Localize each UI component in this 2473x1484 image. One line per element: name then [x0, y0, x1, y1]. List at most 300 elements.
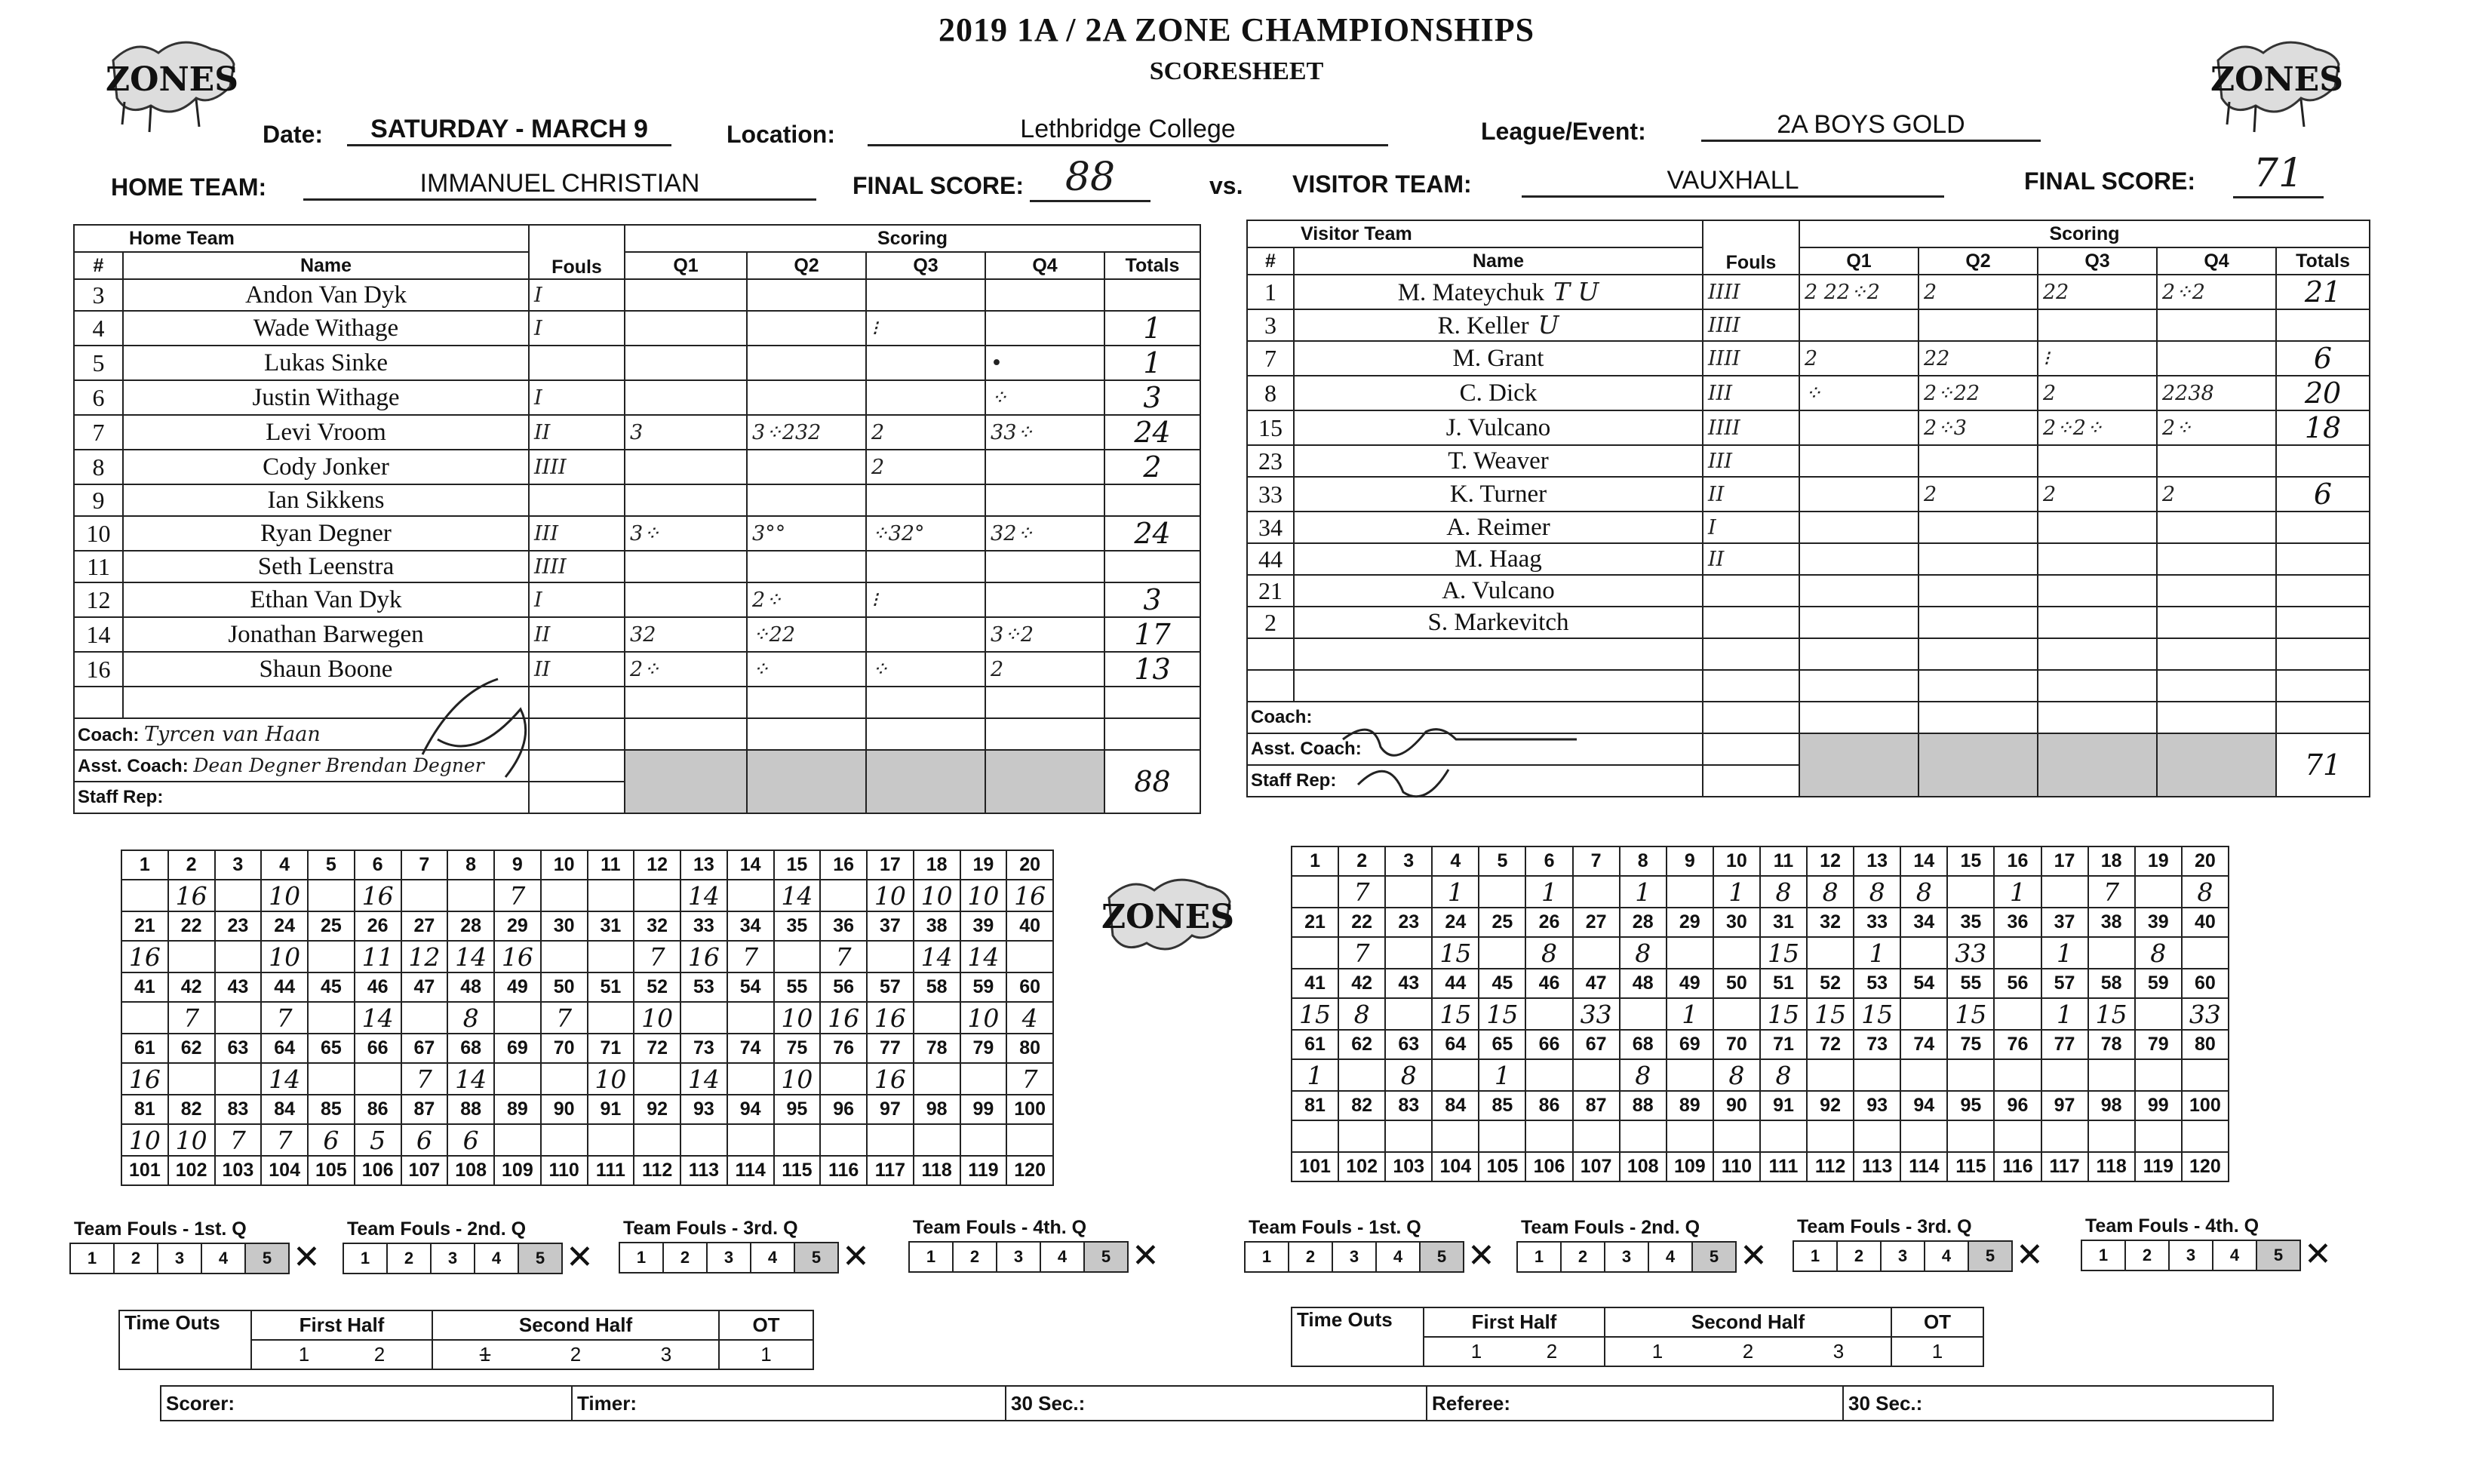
home-player-row [74, 551, 1200, 582]
foul-box: 2 [1562, 1243, 1605, 1271]
scorer-number-row [1292, 876, 2229, 908]
point-number: 35 [774, 911, 821, 941]
visitor-team-fouls-boxes [1516, 1241, 1737, 1273]
scorer-number-cell: 1 [1667, 998, 1713, 1030]
player-number: 8 [74, 450, 123, 484]
home-player-row [74, 415, 1200, 450]
scorer-number-cell [1854, 1120, 1900, 1152]
scorer-number-cell [215, 880, 262, 911]
point-number: 94 [727, 1095, 774, 1124]
scorer-number-cell [1760, 1120, 1807, 1152]
scorer-number-cell [867, 1124, 914, 1156]
sheet-subtitle: SCORESHEET [1149, 57, 1324, 85]
scorer-number-cell [541, 1124, 588, 1156]
player-q4: 2⁘ [2157, 410, 2276, 445]
player-number: 1 [1247, 275, 1294, 309]
scorer-number-cell [774, 1124, 821, 1156]
player-q1: ⁘ [1799, 376, 1918, 410]
point-number: 90 [1713, 1091, 1760, 1120]
player-fouls [1703, 575, 1799, 607]
point-number: 55 [774, 972, 821, 1002]
player-q4: 33⁘ [985, 415, 1104, 450]
player-q1 [1799, 410, 1918, 445]
scorer-number-cell [1667, 1120, 1713, 1152]
player-q3 [2038, 543, 2157, 575]
home-staff-row: Staff Rep: [74, 782, 529, 813]
point-number: 44 [1432, 969, 1479, 998]
player-total [2276, 445, 2370, 477]
foul-box: 1 [71, 1244, 115, 1273]
q4-header: Q4 [985, 252, 1104, 279]
scorer-number-cell [1338, 1059, 1385, 1091]
point-number: 76 [1994, 1030, 2041, 1059]
visitor-team-fouls-label: Team Fouls - 2nd. Q [1521, 1217, 1700, 1238]
player-q4: 2 [985, 652, 1104, 687]
scorer-number-cell: 15 [1432, 998, 1479, 1030]
home-team-fouls-boxes [619, 1242, 839, 1274]
foul-box: 5 [1969, 1242, 2011, 1270]
player-number: 10 [74, 516, 123, 551]
scorer-number-row [121, 941, 1053, 972]
point-number-row [121, 911, 1053, 941]
point-number: 90 [541, 1095, 588, 1124]
player-q2 [1918, 309, 2038, 341]
point-number: 91 [588, 1095, 634, 1124]
home-team-fouls-label: Team Fouls - 4th. Q [913, 1217, 1087, 1238]
number-header: # [74, 252, 123, 279]
scorer-number-cell: 6 [447, 1124, 494, 1156]
player-name [1294, 638, 1703, 670]
player-q4 [2157, 543, 2276, 575]
point-number: 10 [541, 850, 588, 880]
player-total [1104, 279, 1200, 311]
scorer-number-cell: 7 [2088, 876, 2135, 908]
player-number: 34 [1247, 512, 1294, 543]
player-name [1294, 670, 1703, 702]
player-q1 [1799, 670, 1918, 702]
point-number: 42 [1338, 969, 1385, 998]
point-number: 9 [1667, 846, 1713, 876]
point-number: 73 [1854, 1030, 1900, 1059]
foul-box: 3 [1333, 1243, 1377, 1271]
player-q2: 2 [1918, 477, 2038, 512]
scorer-number-cell [1947, 1120, 1994, 1152]
scorer-number-cell [2182, 937, 2229, 969]
home-player-row [74, 311, 1200, 346]
point-number: 28 [447, 911, 494, 941]
foul-box: 4 [1377, 1243, 1421, 1271]
player-q4 [985, 450, 1104, 484]
point-number: 43 [215, 972, 262, 1002]
point-number-row [1292, 969, 2229, 998]
scorer-number-cell [1385, 998, 1432, 1030]
asst-coach-label: Asst. Coach: [78, 756, 189, 776]
point-number: 58 [2088, 969, 2135, 998]
scorer-number-cell [168, 1063, 215, 1095]
scorer-number-cell: 6 [308, 1124, 355, 1156]
player-name: C. Dick [1294, 376, 1703, 410]
player-fouls [1703, 670, 1799, 702]
player-name: T. Weaver [1294, 445, 1703, 477]
point-number: 37 [2041, 908, 2088, 937]
scorer-number-cell [308, 1063, 355, 1095]
point-number: 71 [588, 1034, 634, 1063]
point-number: 21 [121, 911, 168, 941]
point-number: 60 [2182, 969, 2229, 998]
point-number: 103 [1385, 1152, 1432, 1181]
point-number: 5 [308, 850, 355, 880]
point-number: 38 [2088, 908, 2135, 937]
scorer-number-cell [2088, 1059, 2135, 1091]
player-q1 [1799, 477, 1918, 512]
home-team-fouls-label: Team Fouls - 1st. Q [74, 1218, 247, 1240]
point-number: 83 [1385, 1091, 1432, 1120]
player-name: Ian Sikkens [123, 484, 529, 516]
scorer-number-cell [2041, 1120, 2088, 1152]
player-fouls: I [529, 279, 625, 311]
home-player-row [74, 484, 1200, 516]
player-q2 [747, 484, 866, 516]
point-number: 3 [1385, 846, 1432, 876]
scorer-number-cell: 7 [634, 941, 680, 972]
point-number: 48 [1620, 969, 1667, 998]
scorer-number-cell [1573, 1120, 1620, 1152]
point-number: 118 [2088, 1152, 2135, 1181]
player-total: 3 [1104, 380, 1200, 415]
player-q2: 22 [1918, 341, 2038, 376]
point-number: 89 [1667, 1091, 1713, 1120]
player-q1: 3⁘ [625, 516, 747, 551]
point-number: 36 [1994, 908, 2041, 937]
player-q4: 32⁘ [985, 516, 1104, 551]
home-team-fouls-label: Team Fouls - 2nd. Q [347, 1218, 527, 1240]
player-q1 [1799, 445, 1918, 477]
point-number: 96 [1994, 1091, 2041, 1120]
player-fouls: IIII [1703, 410, 1799, 445]
player-total: 1 [1104, 311, 1200, 346]
point-number: 86 [355, 1095, 401, 1124]
player-q3: ⁘ [866, 652, 985, 687]
league-label: League/Event: [1481, 118, 1646, 145]
point-number: 112 [634, 1156, 680, 1185]
player-q4 [2157, 341, 2276, 376]
scorer-number-cell: 1 [1994, 876, 2041, 908]
visitor-player-row [1247, 607, 2370, 638]
scorer-number-cell [588, 941, 634, 972]
player-fouls: II [529, 617, 625, 652]
point-number: 25 [1479, 908, 1525, 937]
point-number: 42 [168, 972, 215, 1002]
point-number: 32 [1807, 908, 1854, 937]
point-number: 80 [1006, 1034, 1053, 1063]
player-fouls: IIII [529, 450, 625, 484]
foul-box: 3 [2170, 1241, 2213, 1270]
point-number: 81 [1292, 1091, 1338, 1120]
player-q3: ⁝ [2038, 341, 2157, 376]
point-number: 115 [1947, 1152, 1994, 1181]
point-number: 75 [774, 1034, 821, 1063]
location-value: Lethbridge College [868, 115, 1388, 146]
home-final-score: 88 [1030, 155, 1150, 202]
home-player-row [74, 279, 1200, 311]
scorer-number-cell [960, 1124, 1007, 1156]
scorer-number-cell [1713, 998, 1760, 1030]
scorer-number-cell: 15 [1479, 998, 1525, 1030]
scorer-number-cell: 8 [1385, 1059, 1432, 1091]
point-number: 56 [1994, 969, 2041, 998]
point-number: 50 [541, 972, 588, 1002]
scorer-number-cell [820, 1124, 867, 1156]
foul-box: 5 [795, 1243, 837, 1272]
timeouts-label: Time Outs [119, 1310, 251, 1369]
point-number: 52 [1807, 969, 1854, 998]
scorer-number-cell [1006, 1124, 1053, 1156]
scorer-number-cell: 7 [168, 1002, 215, 1034]
visitor-second-half-timeouts: 1 2 3 [1605, 1337, 1891, 1366]
player-q2 [1918, 543, 2038, 575]
player-name: M. Grant [1294, 341, 1703, 376]
player-q3 [2038, 638, 2157, 670]
point-number: 11 [588, 850, 634, 880]
point-number: 112 [1807, 1152, 1854, 1181]
scorer-number-cell: 14 [960, 941, 1007, 972]
scorer-number-row [121, 1063, 1053, 1095]
point-number: 87 [1573, 1091, 1620, 1120]
player-q4 [2157, 638, 2276, 670]
scorer-number-cell [1807, 1059, 1854, 1091]
point-number: 120 [2182, 1152, 2229, 1181]
ot-header: OT [1891, 1307, 1983, 1337]
point-number: 94 [1900, 1091, 1947, 1120]
cross-icon: ✕ [842, 1237, 870, 1276]
q1-header: Q1 [625, 252, 747, 279]
player-fouls: II [529, 415, 625, 450]
visitor-player-row [1247, 543, 2370, 575]
scorer-number-cell [914, 1002, 960, 1034]
point-number: 113 [680, 1156, 727, 1185]
point-number: 106 [355, 1156, 401, 1185]
player-number: 4 [74, 311, 123, 346]
player-note: T U [1553, 277, 1599, 306]
scorer-number-cell: 8 [1760, 1059, 1807, 1091]
player-q3 [866, 346, 985, 380]
foul-box: 1 [344, 1244, 388, 1273]
scorer-number-cell [121, 880, 168, 911]
second-half-header: Second Half [1605, 1307, 1891, 1337]
player-q4: 2 [2157, 477, 2276, 512]
date-label: Date: [263, 121, 324, 148]
point-number: 5 [1479, 846, 1525, 876]
scorer-number-cell [1620, 1120, 1667, 1152]
scorer-number-cell [401, 1002, 448, 1034]
home-second-half-timeouts: 1 2 3 [432, 1340, 719, 1369]
player-q2 [747, 551, 866, 582]
scorer-number-cell: 10 [960, 1002, 1007, 1034]
point-number: 71 [1760, 1030, 1807, 1059]
scorer-number-cell: 1 [2041, 937, 2088, 969]
scorer-number-cell [1900, 937, 1947, 969]
player-fouls: I [529, 380, 625, 415]
foul-box: 1 [1246, 1243, 1289, 1271]
point-number: 66 [355, 1034, 401, 1063]
scorer-number-cell [914, 1063, 960, 1095]
scorer-number-cell: 15 [1760, 998, 1807, 1030]
scorer-number-cell: 8 [1760, 876, 1807, 908]
scorer-number-cell: 16 [494, 941, 541, 972]
zones-logo-center [1101, 868, 1233, 973]
player-total: 20 [2276, 376, 2370, 410]
point-number: 22 [168, 911, 215, 941]
scorer-number-cell: 33 [2182, 998, 2229, 1030]
player-q2 [747, 311, 866, 346]
player-q3: 2 [866, 415, 985, 450]
foul-box: 2 [388, 1244, 432, 1273]
scorer-number-cell: 7 [1006, 1063, 1053, 1095]
point-number: 59 [2135, 969, 2182, 998]
player-fouls: IIII [529, 551, 625, 582]
point-number: 62 [1338, 1030, 1385, 1059]
scorer-number-cell [1479, 876, 1525, 908]
point-number: 53 [680, 972, 727, 1002]
player-q2 [1918, 607, 2038, 638]
svg-text:ZONES: ZONES [2210, 60, 2342, 99]
scorer-number-cell [820, 1063, 867, 1095]
point-number: 31 [1760, 908, 1807, 937]
scorer-number-cell: 7 [261, 1124, 308, 1156]
scorer-number-cell [914, 1124, 960, 1156]
player-name-text: R. Keller [1437, 312, 1529, 340]
q2-header: Q2 [1918, 247, 2038, 275]
scorer-number-cell: 16 [168, 880, 215, 911]
player-q4 [985, 687, 1104, 718]
scorer-number-cell: 7 [401, 1063, 448, 1095]
point-number: 86 [1525, 1091, 1572, 1120]
point-number: 55 [1947, 969, 1994, 998]
point-number: 49 [1667, 969, 1713, 998]
point-number: 99 [960, 1095, 1007, 1124]
point-number: 51 [588, 972, 634, 1002]
visitor-player-row [1247, 445, 2370, 477]
player-total: 6 [2276, 341, 2370, 376]
point-number-row [121, 1156, 1053, 1185]
home-player-row [74, 582, 1200, 617]
point-number: 120 [1006, 1156, 1053, 1185]
player-q1 [625, 450, 747, 484]
scorer-number-cell: 7 [1338, 937, 1385, 969]
home-player-row [74, 516, 1200, 551]
scorer-number-cell: 8 [1713, 1059, 1760, 1091]
scorer-number-cell: 8 [1525, 937, 1572, 969]
player-q2 [1918, 670, 2038, 702]
point-number: 47 [1573, 969, 1620, 998]
point-number: 114 [727, 1156, 774, 1185]
scorer-number-cell [308, 880, 355, 911]
player-q4: 2⁘2 [2157, 275, 2276, 309]
scorer-number-cell [2088, 937, 2135, 969]
player-q4 [985, 582, 1104, 617]
point-number: 6 [355, 850, 401, 880]
player-number: 2 [1247, 607, 1294, 638]
cross-icon: ✕ [1740, 1237, 1768, 1275]
scorer-number-cell: 16 [121, 941, 168, 972]
point-number: 79 [2135, 1030, 2182, 1059]
scorer-number-cell [1667, 876, 1713, 908]
scorer-number-cell [308, 941, 355, 972]
cross-icon: ✕ [293, 1238, 321, 1277]
point-number: 1 [1292, 846, 1338, 876]
player-total: 17 [1104, 617, 1200, 652]
player-q2: 2⁘ [747, 582, 866, 617]
svg-text:ZONES: ZONES [1101, 898, 1233, 936]
player-q3: ⁘32° [866, 516, 985, 551]
scorer-number-cell [1479, 937, 1525, 969]
scorer-number-cell [494, 1124, 541, 1156]
home-player-row [74, 450, 1200, 484]
foul-box: 2 [115, 1244, 158, 1273]
scorer-number-row [1292, 1120, 2229, 1152]
player-q2 [1918, 575, 2038, 607]
scorer-number-cell: 10 [588, 1063, 634, 1095]
player-name: Lukas Sinke [123, 346, 529, 380]
visitor-team-fouls-boxes [2081, 1240, 2301, 1271]
foul-box: 3 [1605, 1243, 1649, 1271]
point-number: 29 [1667, 908, 1713, 937]
visitor-team-fouls-label: Team Fouls - 4th. Q [2085, 1215, 2259, 1237]
sheet-title: 2019 1A / 2A ZONE CHAMPIONSHIPS [938, 11, 1535, 48]
player-total: 24 [1104, 516, 1200, 551]
scorer-number-cell: 14 [914, 941, 960, 972]
point-number: 21 [1292, 908, 1338, 937]
point-number: 100 [1006, 1095, 1053, 1124]
q3-header: Q3 [2038, 247, 2157, 275]
scorer-number-cell [820, 880, 867, 911]
point-number: 48 [447, 972, 494, 1002]
scorer-number-cell: 1 [1292, 1059, 1338, 1091]
scorer-number-cell: 14 [447, 941, 494, 972]
player-q2 [747, 346, 866, 380]
player-total: 21 [2276, 275, 2370, 309]
player-total [2276, 543, 2370, 575]
shot-clock-field-2: 30 Sec.: [1843, 1386, 2273, 1421]
point-number: 72 [1807, 1030, 1854, 1059]
player-name: Cody Jonker [123, 450, 529, 484]
foul-box: 4 [1041, 1243, 1085, 1271]
point-number: 70 [541, 1034, 588, 1063]
player-number: 23 [1247, 445, 1294, 477]
player-name: Wade Withage [123, 311, 529, 346]
point-number: 19 [2135, 846, 2182, 876]
player-q3: 2⁘2⁘ [2038, 410, 2157, 445]
point-number: 4 [261, 850, 308, 880]
scorer-number-cell [447, 880, 494, 911]
player-q1 [625, 380, 747, 415]
player-name: Jonathan Barwegen [123, 617, 529, 652]
home-running-score [121, 850, 1054, 1186]
point-number: 47 [401, 972, 448, 1002]
timeouts-label: Time Outs [1292, 1307, 1424, 1366]
visitor-team-label: VISITOR TEAM: [1292, 171, 1472, 198]
scorer-number-cell [541, 1063, 588, 1095]
player-fouls: I [529, 311, 625, 346]
point-number: 87 [401, 1095, 448, 1124]
home-player-rows [74, 279, 1200, 718]
first-half-header: First Half [251, 1310, 432, 1340]
player-name: Andon Van Dyk [123, 279, 529, 311]
scorer-number-cell [1525, 1059, 1572, 1091]
scorer-number-cell [1667, 937, 1713, 969]
point-number: 117 [2041, 1152, 2088, 1181]
player-q4: 2238 [2157, 376, 2276, 410]
